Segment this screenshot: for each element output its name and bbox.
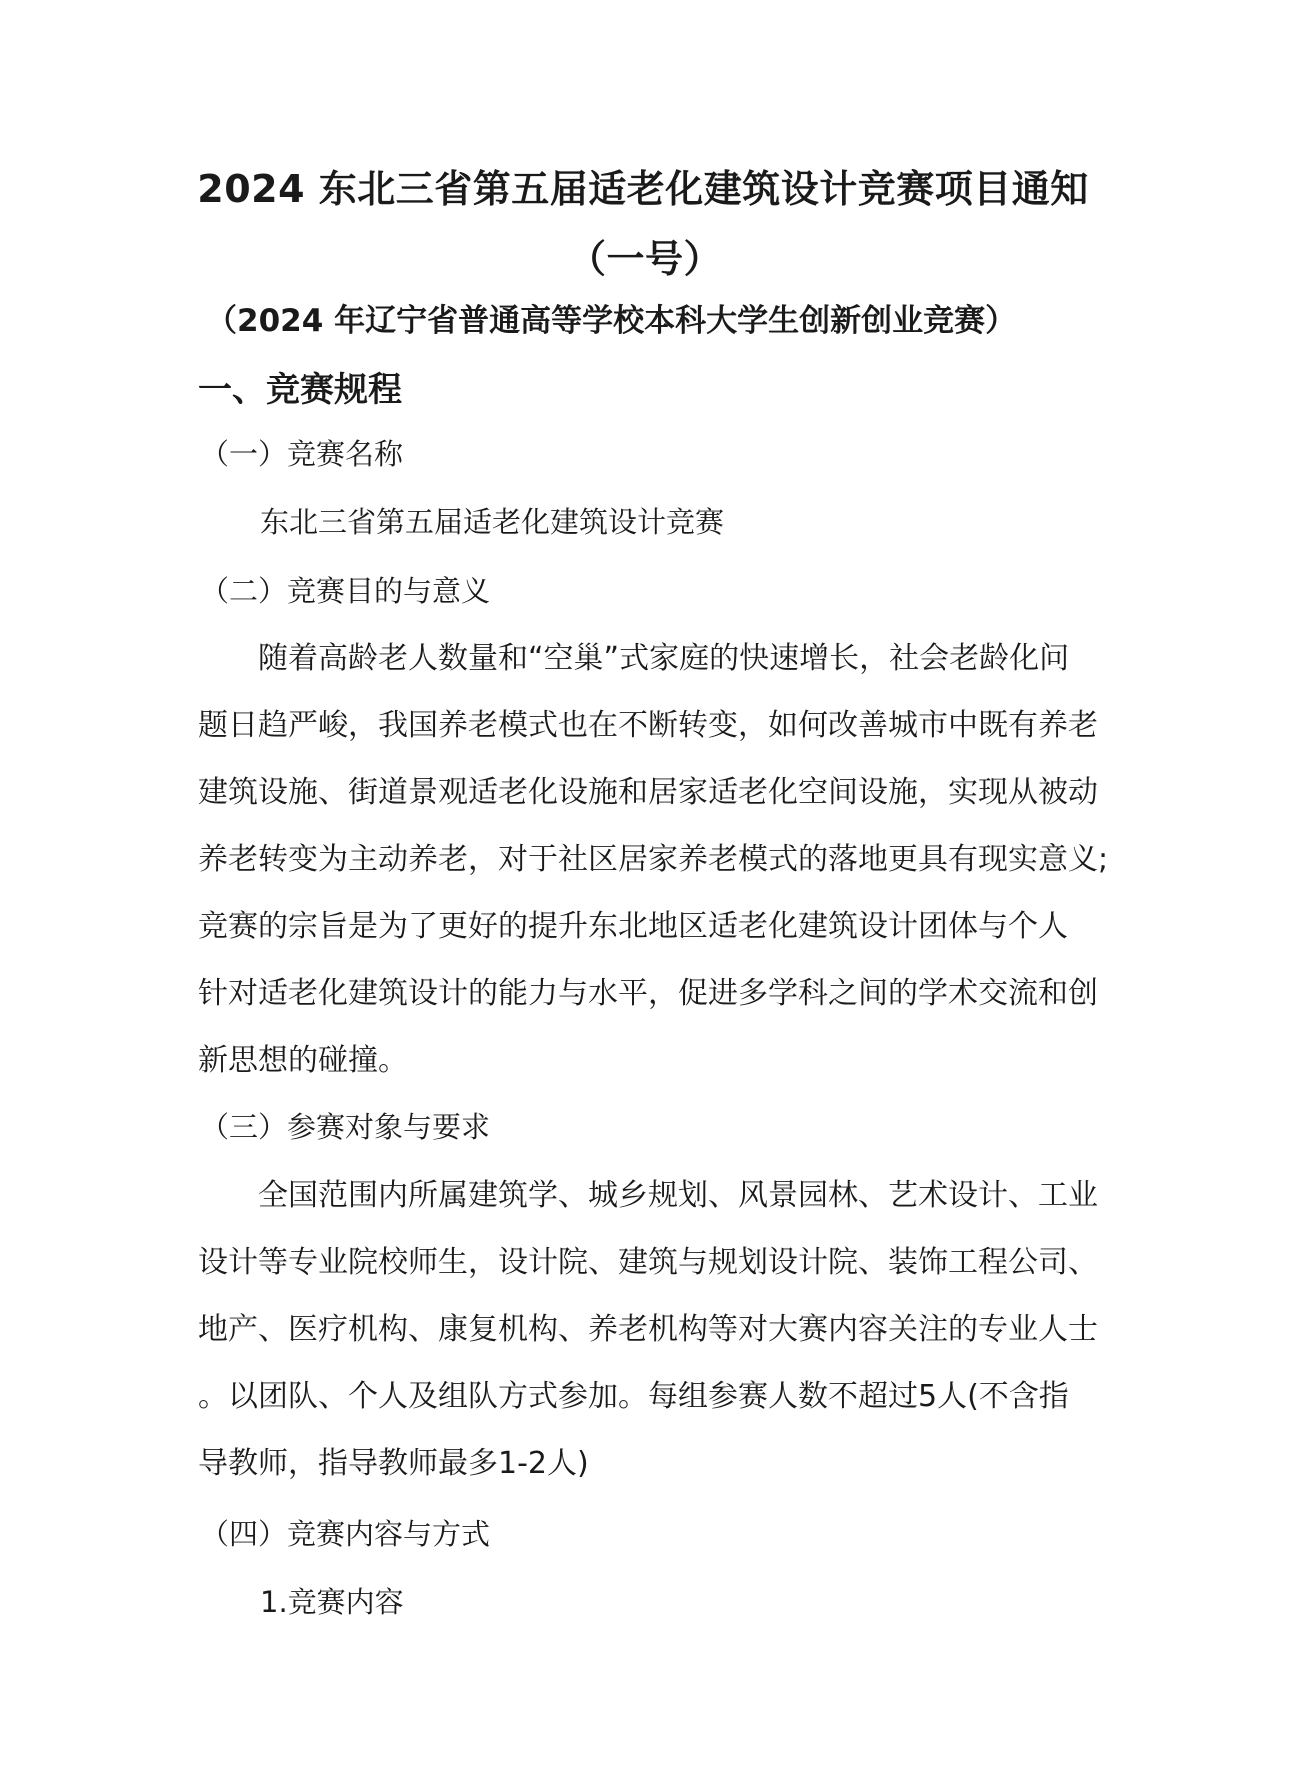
subsection-heading-name: （一）竞赛名称: [200, 437, 404, 471]
paragraph-line: 针对适老化建筑设计的能力与水平，促进多学科之间的学术交流和创: [198, 976, 1098, 1011]
participants-paragraph: [198, 1162, 1098, 1497]
paragraph-line: 题日趋严峻，我国养老模式也在不断转变，如何改善城市中既有养老: [198, 708, 1098, 743]
content-item-1: 1.竞赛内容: [260, 1585, 404, 1619]
subsection-heading-purpose: （二）竞赛目的与意义: [200, 574, 491, 608]
subsection-heading-content: （四）竞赛内容与方式: [200, 1517, 491, 1551]
paragraph-line: 地产、医疗机构、康复机构、养老机构等对大赛内容关注的专业人士: [198, 1312, 1098, 1347]
paragraph-line: 。以团队、个人及组队方式参加。每组参赛人数不超过5人(不含指: [198, 1379, 1069, 1414]
paragraph-line: 全国范围内所属建筑学、城乡规划、风景园林、艺术设计、工业: [258, 1178, 1098, 1213]
paragraph-line: 随着高龄老人数量和“空巢”式家庭的快速增长，社会老龄化问: [258, 641, 1070, 676]
paragraph-line: 导教师，指导教师最多1-2人): [198, 1446, 589, 1481]
document-number: （一号）: [567, 237, 722, 281]
document-title: 2024 东北三省第五届适老化建筑设计竞赛项目通知: [197, 167, 1089, 211]
paragraph-line: 建筑设施、街道景观适老化设施和居家适老化空间设施，实现从被动: [198, 775, 1098, 810]
subsection-heading-participants: （三）参赛对象与要求: [200, 1110, 491, 1144]
purpose-paragraph: [198, 625, 1109, 1094]
competition-name: 东北三省第五届适老化建筑设计竞赛: [260, 505, 725, 539]
paragraph-line: 竞赛的宗旨是为了更好的提升东北地区适老化建筑设计团体与个人: [198, 909, 1068, 944]
paragraph-line: 养老转变为主动养老，对于社区居家养老模式的落地更具有现实意义;: [198, 842, 1109, 877]
paragraph-line: 新思想的碰撞。: [198, 1043, 408, 1078]
section-heading-rules: 一、竞赛规程: [198, 370, 402, 410]
paragraph-line: 设计等专业院校师生，设计院、建筑与规划设计院、装饰工程公司、: [198, 1245, 1098, 1280]
document-subtitle: （2024 年辽宁省普通高等学校本科大学生创新创业竞赛）: [206, 303, 1017, 339]
